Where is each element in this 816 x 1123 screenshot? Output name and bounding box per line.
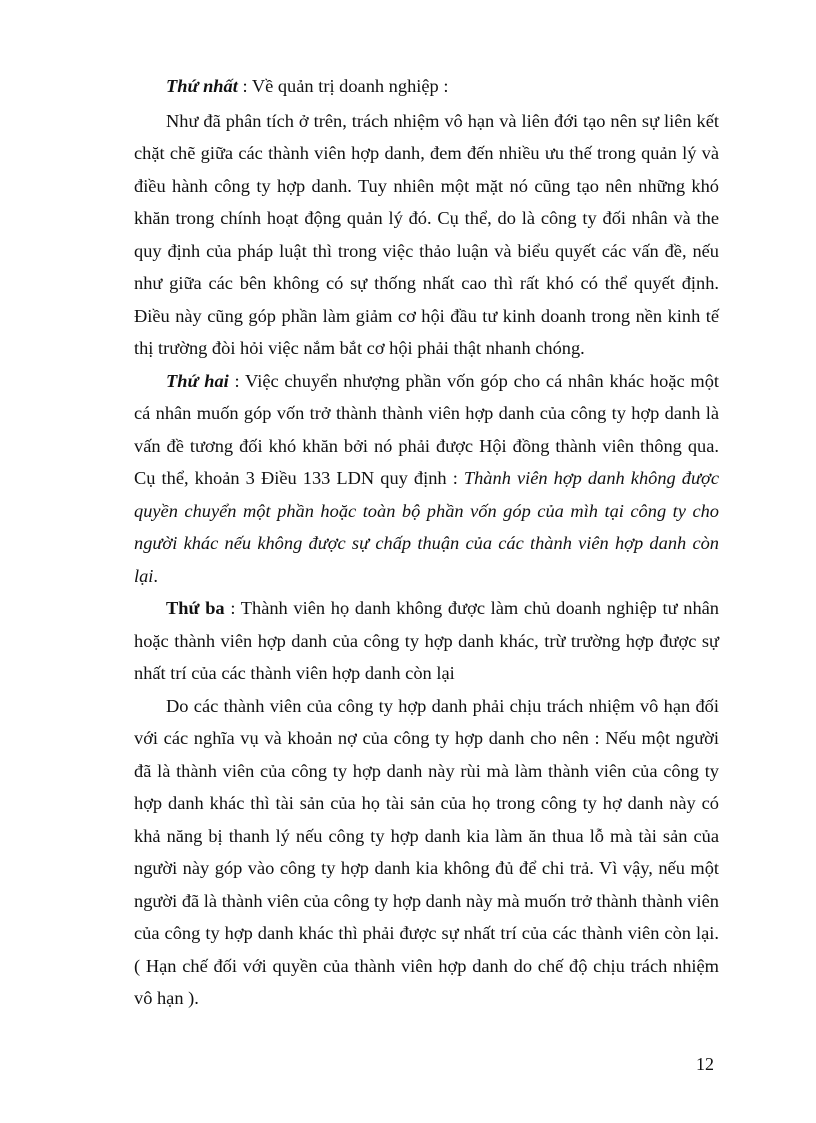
section-3-paragraph	[134, 592, 719, 690]
section-1-body: Như đã phân tích ở trên, trách nhiệm vô hạn và liên đới tạo nên sự liên kết chặt chẽ giữa các thành viên hợp danh, đem đến nhiều ưu thế trong quản lý và điều hành công ty hợp danh. Tuy nhiên một mặt nó cũng tạo nên những khó khăn trong chính hoạt động quản lý đó. Cụ thể, do là công ty đối nhân và the quy định của pháp luật thì trong việc thảo luận và biểu quyết các vấn đề, nếu như giữa các bên không có sự thống nhất cao thì rất khó có thể quyết định. Điều này cũng góp phần làm giảm cơ hội đầu tư kinh doanh trong nền kinh tế thị trường đòi hỏi việc nắm bắt cơ hội phải thật nhanh chóng.	[134, 110, 719, 358]
section-1-heading-text: : Về quản trị doanh nghiệp :	[237, 76, 449, 96]
section-1-heading	[134, 70, 719, 103]
page-number: 12	[696, 1054, 714, 1074]
section-4-paragraph: Do các thành viên của công ty hợp danh phải chịu trách nhiệm vô hạn đối với các nghĩa vụ và khoản nợ của công ty hợp danh cho nên : Nếu một người đã là thành viên của công ty hợp danh này rùi mà làm thành viên của công ty hợp danh khác thì tài sản của họ tài sản của họ trong công ty hợ danh này có khả năng bị thanh lý nếu công ty hợp danh kia làm ăn thua lỗ mà tài sản của người này góp vào công ty hợp danh kia không đủ để chi trả. Vì vậy, nếu một người đã là thành viên của công ty hợp danh này mà muốn trở thành thành viên của công ty hợp danh khác thì phải được sự nhất trí của các thành viên còn lại. ( Hạn chế đối với quyền của thành viên hợp danh do chế độ chịu trách nhiệm vô hạn ).	[134, 695, 719, 1008]
section-3-lead: Thứ ba	[166, 598, 225, 618]
section-2-lead: Thứ hai	[166, 370, 229, 391]
section-2-paragraph	[134, 365, 719, 593]
legal-quote-end: .	[153, 565, 159, 586]
section-2-body: : Việc chuyển nhượng phần vốn góp cho cá nhân khác hoặc một cá nhân muốn góp vốn trở thành thành viên hợp danh của công ty hợp danh là vấn đề tương đối khó khăn bởi nó phải được Hội đồng thành viên thông qua. Cụ thể, khoản 3 Điều 133 LDN quy định :	[134, 370, 719, 488]
section-3-body: : Thành viên họ danh không được làm chủ doanh nghiệp tư nhân hoặc thành viên hợp danh của công ty hợp danh khác, trừ trường hợp được sự nhất trí của các thành viên hợp danh còn lại	[134, 598, 719, 683]
document-page	[134, 70, 719, 1015]
section-1-lead: Thứ nhất	[166, 76, 238, 96]
legal-quote: Thành viên hợp danh không được quyền chuyển một phần hoặc toàn bộ phần vốn góp của mìh tại công ty cho người khác nếu không được sự chấp thuận của các thành viên hợp danh còn lại	[134, 468, 719, 586]
